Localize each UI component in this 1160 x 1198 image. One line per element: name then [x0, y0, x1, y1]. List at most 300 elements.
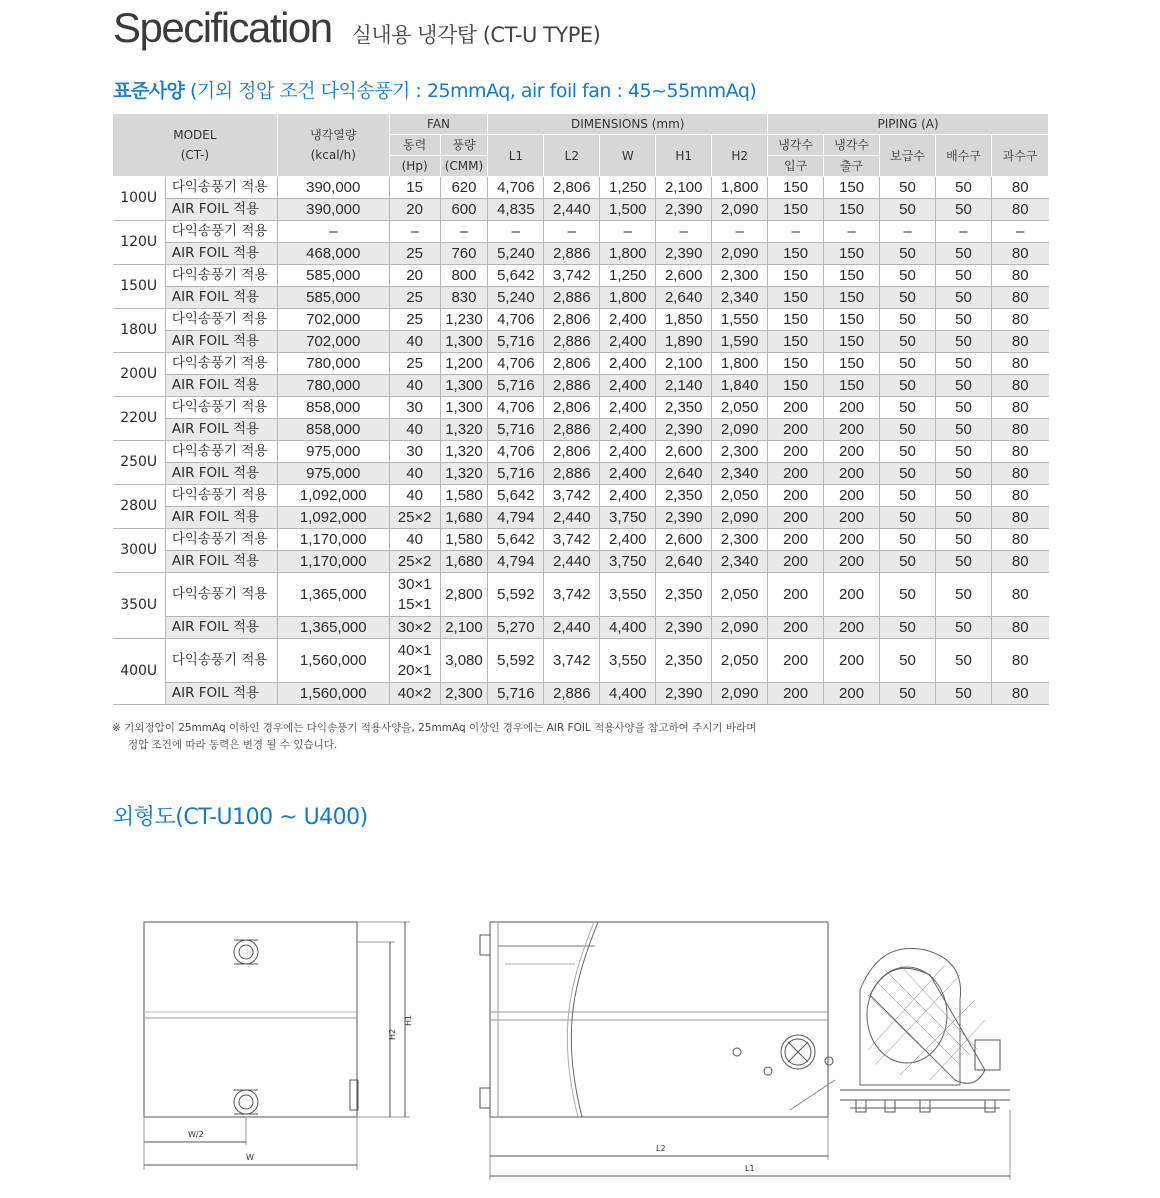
fan-type-cell: AIR FOIL 적용	[165, 199, 277, 221]
spec-heading-strong: 표준사양	[113, 80, 185, 102]
model-cell: 400U	[113, 639, 166, 705]
cell-hp: 25	[389, 353, 440, 375]
cell-l2: –	[544, 221, 600, 243]
cell-out: 200	[824, 419, 880, 441]
cell-mk: 50	[880, 419, 936, 441]
cell-cmm: 1,200	[440, 353, 488, 375]
cell-l1: 5,642	[488, 265, 544, 287]
cell-mk: 50	[880, 353, 936, 375]
cell-cap: 1,365,000	[277, 573, 389, 617]
cell-cap: 975,000	[277, 441, 389, 463]
cell-cap: 780,000	[277, 375, 389, 397]
header-inlet: 냉각수	[768, 135, 824, 156]
cell-h1: 2,390	[656, 617, 712, 639]
cell-w: 2,400	[600, 397, 656, 419]
cell-cap: 390,000	[277, 177, 389, 199]
cell-mk: 50	[880, 243, 936, 265]
cell-w: 2,400	[600, 331, 656, 353]
cell-out: 200	[824, 397, 880, 419]
cell-h2: –	[712, 221, 768, 243]
table-row	[113, 177, 1049, 199]
cell-cap: 1,365,000	[277, 617, 389, 639]
cell-w: 2,400	[600, 463, 656, 485]
cell-cmm: 620	[440, 177, 488, 199]
fan-type-cell: AIR FOIL 적용	[165, 243, 277, 265]
fan-mesh	[868, 965, 985, 1080]
cell-ov: 80	[991, 551, 1048, 573]
cell-h2: 2,300	[712, 265, 768, 287]
table-row	[113, 639, 1049, 683]
cell-in: 150	[768, 177, 824, 199]
cell-h2: 2,050	[712, 573, 768, 617]
cell-w: –	[600, 221, 656, 243]
cell-hp: 25	[389, 243, 440, 265]
cell-w: 4,400	[600, 617, 656, 639]
label-l1: L1	[745, 1164, 755, 1173]
cell-ov: 80	[991, 309, 1048, 331]
cell-w: 2,400	[600, 419, 656, 441]
table-row	[113, 617, 1049, 639]
cell-ov: 80	[991, 463, 1048, 485]
cell-cmm: 600	[440, 199, 488, 221]
cell-out: 150	[824, 375, 880, 397]
cell-l2: 2,440	[544, 199, 600, 221]
spec-table	[112, 113, 1049, 705]
cell-dr: 50	[936, 551, 992, 573]
cell-l2: 2,440	[544, 617, 600, 639]
cell-w: 4,400	[600, 683, 656, 705]
cell-l1: 5,716	[488, 463, 544, 485]
cell-w: 3,750	[600, 551, 656, 573]
header-fan: FAN	[389, 114, 488, 135]
outline-heading: 외형도(CT-U100 ~ U400)	[113, 805, 368, 830]
header-outlet: 냉각수	[824, 135, 880, 156]
cell-h1: 2,600	[656, 441, 712, 463]
cell-l2: 2,806	[544, 177, 600, 199]
cell-dr: 50	[936, 353, 992, 375]
cell-ov: 80	[991, 441, 1048, 463]
cell-h2: 1,840	[712, 375, 768, 397]
table-row	[113, 221, 1049, 243]
cell-hp: 30	[389, 441, 440, 463]
cell-cmm: 800	[440, 265, 488, 287]
cell-h1: 2,100	[656, 353, 712, 375]
cell-dr: 50	[936, 419, 992, 441]
cell-cap: 1,560,000	[277, 639, 389, 683]
fan-type-cell: 다익송풍기 적용	[165, 441, 277, 463]
cell-dr: 50	[936, 617, 992, 639]
table-row	[113, 441, 1049, 463]
table-row	[113, 331, 1049, 353]
cell-cmm: 1,680	[440, 551, 488, 573]
cell-hp: 25	[389, 287, 440, 309]
title-main: Specification	[113, 4, 332, 51]
cell-w: 1,800	[600, 287, 656, 309]
cell-in: 200	[768, 441, 824, 463]
cell-hp	[389, 573, 440, 617]
fan-type-cell: AIR FOIL 적용	[165, 287, 277, 309]
fan-type-cell: AIR FOIL 적용	[165, 375, 277, 397]
cell-hp: 25×2	[389, 551, 440, 573]
cell-ov: 80	[991, 639, 1048, 683]
cell-l1: 5,642	[488, 485, 544, 507]
cell-cmm: 3,080	[440, 639, 488, 683]
model-cell: 200U	[113, 353, 166, 397]
cell-cap: 858,000	[277, 419, 389, 441]
cell-l1: 4,794	[488, 507, 544, 529]
cell-cap: 702,000	[277, 309, 389, 331]
cell-mk: 50	[880, 397, 936, 419]
cell-cap: 858,000	[277, 397, 389, 419]
cell-out: –	[824, 221, 880, 243]
cell-h1: 2,350	[656, 485, 712, 507]
cell-in: 200	[768, 551, 824, 573]
cell-w: 1,500	[600, 199, 656, 221]
cell-dr: 50	[936, 441, 992, 463]
fan-type-cell: 다익송풍기 적용	[165, 221, 277, 243]
header-inlet-2: 입구	[768, 156, 824, 177]
fan-type-cell: 다익송풍기 적용	[165, 177, 277, 199]
cell-out: 200	[824, 573, 880, 617]
cell-l1: 5,592	[488, 573, 544, 617]
cell-in: 200	[768, 507, 824, 529]
footnote-line-2: 정압 조건에 따라 동력은 변경 될 수 있습니다.	[128, 739, 338, 751]
cell-hp: 15	[389, 177, 440, 199]
fan-type-cell: 다익송풍기 적용	[165, 573, 277, 617]
cell-hp: 20	[389, 199, 440, 221]
cell-hp: 30×2	[389, 617, 440, 639]
fan-type-cell: 다익송풍기 적용	[165, 353, 277, 375]
cell-w: 1,250	[600, 265, 656, 287]
cell-hp-line-2: 15×1	[397, 595, 432, 613]
cell-h2: 2,050	[712, 485, 768, 507]
header-fan-power: 동력	[389, 135, 440, 156]
cell-l1: 5,240	[488, 243, 544, 265]
cell-l2: 2,886	[544, 243, 600, 265]
cell-out: 200	[824, 551, 880, 573]
cell-l1: 5,270	[488, 617, 544, 639]
cell-ov: 80	[991, 507, 1048, 529]
cell-in: –	[768, 221, 824, 243]
cell-cap: 1,170,000	[277, 529, 389, 551]
cell-l2: 2,886	[544, 287, 600, 309]
table-row	[113, 551, 1049, 573]
fan-type-cell: AIR FOIL 적용	[165, 419, 277, 441]
cell-h1: 2,600	[656, 265, 712, 287]
cell-l1: 4,706	[488, 441, 544, 463]
cell-mk: 50	[880, 617, 936, 639]
cell-mk: 50	[880, 287, 936, 309]
table-row	[113, 309, 1049, 331]
cell-hp: 40	[389, 375, 440, 397]
cell-l1: 4,706	[488, 353, 544, 375]
cell-h2: 2,300	[712, 529, 768, 551]
cell-cmm: 760	[440, 243, 488, 265]
cell-in: 200	[768, 419, 824, 441]
table-row	[113, 353, 1049, 375]
cell-l1: 4,706	[488, 309, 544, 331]
cell-mk: 50	[880, 375, 936, 397]
cell-l2: 2,886	[544, 331, 600, 353]
model-cell: 220U	[113, 397, 166, 441]
cell-cap: 585,000	[277, 287, 389, 309]
cell-cap: 585,000	[277, 265, 389, 287]
cell-dr: 50	[936, 529, 992, 551]
label-w-half: W/2	[188, 1130, 204, 1139]
cell-mk: 50	[880, 265, 936, 287]
cell-h2: 2,090	[712, 683, 768, 705]
cell-w: 1,250	[600, 177, 656, 199]
header-makeup: 보급수	[880, 135, 936, 177]
cell-ov: 80	[991, 177, 1048, 199]
cell-cmm: 1,300	[440, 331, 488, 353]
cell-mk: 50	[880, 331, 936, 353]
fan-type-cell: AIR FOIL 적용	[165, 551, 277, 573]
cell-cap: 1,092,000	[277, 507, 389, 529]
cell-ov: 80	[991, 375, 1048, 397]
cell-in: 200	[768, 573, 824, 617]
cell-cmm: 1,680	[440, 507, 488, 529]
model-cell: 250U	[113, 441, 166, 485]
cell-mk: 50	[880, 573, 936, 617]
cell-dr: 50	[936, 683, 992, 705]
cell-h2: 2,090	[712, 199, 768, 221]
table-row	[113, 265, 1049, 287]
cell-mk: 50	[880, 683, 936, 705]
cell-hp: 40	[389, 331, 440, 353]
cell-l2: 2,886	[544, 683, 600, 705]
cell-cap: –	[277, 221, 389, 243]
model-cell: 100U	[113, 177, 166, 221]
cell-hp-line-2: 20×1	[397, 661, 432, 679]
cell-h1: 2,390	[656, 507, 712, 529]
cell-hp: 20	[389, 265, 440, 287]
cell-out: 150	[824, 265, 880, 287]
cell-cmm: 1,320	[440, 419, 488, 441]
cell-hp: 40×2	[389, 683, 440, 705]
cell-in: 200	[768, 397, 824, 419]
cell-mk: 50	[880, 529, 936, 551]
cell-l1: 4,706	[488, 177, 544, 199]
fan-type-cell: AIR FOIL 적용	[165, 463, 277, 485]
cell-out: 200	[824, 463, 880, 485]
cell-mk: 50	[880, 199, 936, 221]
header-fan-flow-unit: (CMM)	[440, 156, 488, 177]
cell-l2: 2,806	[544, 441, 600, 463]
fan-type-cell: 다익송풍기 적용	[165, 639, 277, 683]
label-w: W	[246, 1153, 254, 1162]
cell-cmm: 1,230	[440, 309, 488, 331]
cell-out: 150	[824, 177, 880, 199]
cell-mk: 50	[880, 639, 936, 683]
front-view	[144, 922, 410, 1170]
footnote	[112, 720, 756, 754]
cell-h2: 2,050	[712, 639, 768, 683]
header-piping: PIPING (A)	[768, 114, 1049, 135]
cell-l1: –	[488, 221, 544, 243]
cell-h1: 2,140	[656, 375, 712, 397]
cell-h1: 2,600	[656, 529, 712, 551]
cell-w: 3,550	[600, 639, 656, 683]
cell-out: 200	[824, 683, 880, 705]
cell-h2: 2,050	[712, 397, 768, 419]
cell-cap: 1,170,000	[277, 551, 389, 573]
header-l1: L1	[488, 135, 544, 177]
cell-ov: 80	[991, 397, 1048, 419]
cell-h1: 2,640	[656, 463, 712, 485]
cell-cmm: 2,300	[440, 683, 488, 705]
cell-out: 150	[824, 287, 880, 309]
cell-mk: –	[880, 221, 936, 243]
cell-hp: 25	[389, 309, 440, 331]
cell-mk: 50	[880, 485, 936, 507]
footnote-line-1: ※ 기외정압이 25mmAq 이하인 경우에는 다익송풍기 적용사양을, 25mmAq 이상인 경우에는 AIR FOIL 적용사양을 참고하여 주시기 바라며	[112, 722, 757, 734]
cell-w: 2,400	[600, 375, 656, 397]
table-row	[113, 375, 1049, 397]
cell-cmm: 1,580	[440, 485, 488, 507]
cell-dr: 50	[936, 177, 992, 199]
cell-ov: 80	[991, 265, 1048, 287]
cell-in: 150	[768, 331, 824, 353]
cell-ov: 80	[991, 683, 1048, 705]
cell-out: 200	[824, 441, 880, 463]
cell-l2: 3,742	[544, 639, 600, 683]
cell-hp: 40	[389, 529, 440, 551]
header-l2: L2	[544, 135, 600, 177]
cell-out: 150	[824, 243, 880, 265]
cell-out: 200	[824, 485, 880, 507]
cell-in: 200	[768, 485, 824, 507]
cell-dr: 50	[936, 639, 992, 683]
table-row	[113, 199, 1049, 221]
spec-heading	[113, 76, 756, 103]
fan-type-cell: AIR FOIL 적용	[165, 507, 277, 529]
cell-hp-line-1: 40×1	[397, 641, 432, 659]
cell-l2: 2,440	[544, 551, 600, 573]
cell-dr: 50	[936, 573, 992, 617]
cell-cmm: 2,800	[440, 573, 488, 617]
cell-l1: 5,642	[488, 529, 544, 551]
model-cell: 280U	[113, 485, 166, 529]
cell-w: 2,400	[600, 485, 656, 507]
cell-h2: 2,090	[712, 617, 768, 639]
cell-h1: 2,350	[656, 639, 712, 683]
cell-h1: 2,640	[656, 287, 712, 309]
cell-dr: 50	[936, 331, 992, 353]
cell-h1: 1,850	[656, 309, 712, 331]
cell-hp: 40	[389, 463, 440, 485]
cell-ov: 80	[991, 331, 1048, 353]
table-row	[113, 397, 1049, 419]
cell-h1: 2,350	[656, 397, 712, 419]
cell-l2: 2,440	[544, 507, 600, 529]
header-w: W	[600, 135, 656, 177]
header-dimensions: DIMENSIONS (mm)	[488, 114, 768, 135]
cell-l2: 2,806	[544, 309, 600, 331]
cell-dr: 50	[936, 243, 992, 265]
cell-out: 150	[824, 309, 880, 331]
cell-ov: 80	[991, 529, 1048, 551]
cell-in: 200	[768, 463, 824, 485]
cell-l1: 4,794	[488, 551, 544, 573]
cell-ov: 80	[991, 573, 1048, 617]
cell-dr: 50	[936, 287, 992, 309]
table-row	[113, 419, 1049, 441]
table-row	[113, 529, 1049, 551]
table-row	[113, 485, 1049, 507]
cell-dr: 50	[936, 507, 992, 529]
cell-cmm: 1,320	[440, 463, 488, 485]
cell-l2: 3,742	[544, 485, 600, 507]
cell-cap: 390,000	[277, 199, 389, 221]
cell-ov: 80	[991, 419, 1048, 441]
cell-h2: 2,340	[712, 463, 768, 485]
cell-mk: 50	[880, 463, 936, 485]
cell-ov: –	[991, 221, 1048, 243]
table-row	[113, 507, 1049, 529]
cell-dr: 50	[936, 375, 992, 397]
cell-cmm: 1,300	[440, 397, 488, 419]
label-l2: L2	[656, 1144, 666, 1153]
cell-mk: 50	[880, 177, 936, 199]
cell-ov: 80	[991, 199, 1048, 221]
cell-h2: 1,590	[712, 331, 768, 353]
cell-h1: –	[656, 221, 712, 243]
cell-h2: 2,340	[712, 551, 768, 573]
cell-cap: 1,092,000	[277, 485, 389, 507]
cell-h2: 1,800	[712, 177, 768, 199]
cell-hp: 25×2	[389, 507, 440, 529]
cell-h2: 2,090	[712, 243, 768, 265]
cell-l2: 2,806	[544, 397, 600, 419]
cell-ov: 80	[991, 243, 1048, 265]
cell-in: 150	[768, 287, 824, 309]
cell-h1: 2,390	[656, 243, 712, 265]
cell-dr: 50	[936, 265, 992, 287]
cell-h1: 2,390	[656, 199, 712, 221]
cell-in: 150	[768, 199, 824, 221]
cell-in: 200	[768, 617, 824, 639]
cell-l1: 5,592	[488, 639, 544, 683]
header-h2: H2	[712, 135, 768, 177]
cell-ov: 80	[991, 617, 1048, 639]
cell-l2: 2,886	[544, 463, 600, 485]
table-row	[113, 243, 1049, 265]
fan-type-cell: 다익송풍기 적용	[165, 529, 277, 551]
fan-type-cell: AIR FOIL 적용	[165, 683, 277, 705]
cell-l1: 5,716	[488, 419, 544, 441]
cell-w: 3,550	[600, 573, 656, 617]
cell-dr: 50	[936, 463, 992, 485]
cell-hp-line-1: 30×1	[397, 575, 432, 593]
cell-h2: 1,800	[712, 353, 768, 375]
cell-cmm: 830	[440, 287, 488, 309]
fan-type-cell: 다익송풍기 적용	[165, 309, 277, 331]
header-drain: 배수구	[936, 135, 992, 177]
cell-w: 2,400	[600, 309, 656, 331]
cell-l1: 4,835	[488, 199, 544, 221]
cell-h1: 2,390	[656, 683, 712, 705]
header-model: MODEL (CT-)	[113, 114, 278, 177]
cell-l2: 2,886	[544, 419, 600, 441]
cell-in: 150	[768, 309, 824, 331]
cell-h1: 1,890	[656, 331, 712, 353]
cell-ov: 80	[991, 485, 1048, 507]
cell-l2: 2,886	[544, 375, 600, 397]
cell-h1: 2,350	[656, 573, 712, 617]
table-row	[113, 683, 1049, 705]
model-cell: 150U	[113, 265, 166, 309]
